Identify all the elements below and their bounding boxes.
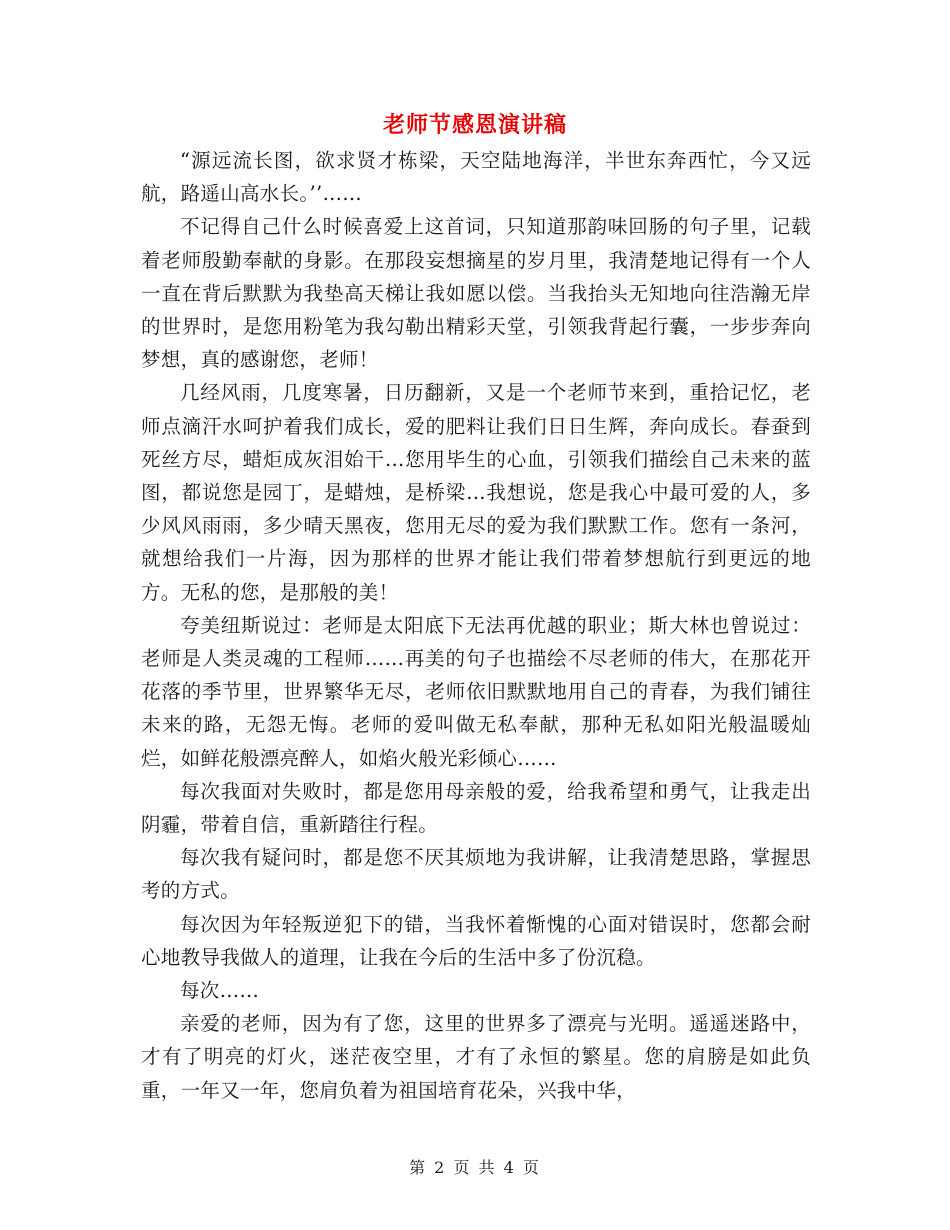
paragraph-9: 亲爱的老师，因为有了您，这里的世界多了漂亮与光明。遥遥迷路中，才有了明亮的灯火，迷茫夜空里，才有了永恒的繁星。您的肩膀是如此负重，一年又一年，您肩负着为祖国培育花朵，兴我中华，	[141, 1012, 811, 1102]
paragraph-5: 每次我面对失败时，都是您用母亲般的爱，给我希望和勇气，让我走出阴霾，带着自信，重新踏往行程。	[141, 779, 811, 837]
document-body	[141, 144, 811, 1107]
paragraph-3: 几经风雨，几度寒暑，日历翻新，又是一个老师节来到，重拾记忆，老师点滴汗水呵护着我们成长，爱的肥料让我们日日生辉，奔向成长。春蚕到死丝方尽，蜡炬成灰泪始干…您用毕生的心血，引领我们描绘自己未来的蓝图，都说您是园丁，是蜡烛，是桥梁…我想说，您是我心中最可爱的人，多少风风雨雨，多少晴天黑夜，您用无尽的爱为我们默默工作。您有一条河，就想给我们一片海，因为那样的世界才能让我们带着梦想航行到更远的地方。无私的您，是那般的美！	[141, 381, 811, 604]
page-number-footer: 第 2 页 共 4 页	[409, 1158, 541, 1177]
document-title: 老师节感恩演讲稿	[382, 113, 567, 138]
paragraph-1: “源远流长图，欲求贤才栋梁，天空陆地海洋，半世东奔西忙，今又远航，路遥山高水长。’’……	[141, 149, 811, 206]
paragraph-4: 夸美纽斯说过：老师是太阳底下无法再优越的职业；斯大林也曾说过：老师是人类灵魂的工程师……再美的句子也描绘不尽老师的伟大，在那花开花落的季节里，世界繁华无尽，老师依旧默默地用自己的青春，为我们铺往未来的路，无怨无悔。老师的爱叫做无私奉献，那种无私如阳光般温暖灿烂，如鲜花般漂亮醉人，如焰火般光彩倾心……	[141, 613, 811, 770]
paragraph-7: 每次因为年轻叛逆犯下的错，当我怀着惭愧的心面对错误时，您都会耐心地教导我做人的道理，让我在今后的生活中多了份沉稳。	[141, 912, 811, 969]
paragraph-6: 每次我有疑问时，都是您不厌其烦地为我讲解，让我清楚思路，掌握思考的方式。	[141, 846, 811, 903]
paragraph-8: 每次……	[180, 979, 260, 1003]
paragraph-2: 不记得自己什么时候喜爱上这首词，只知道那韵味回肠的句子里，记载着老师殷勤奉献的身影。在那段妄想摘星的岁月里，我清楚地记得有一个人一直在背后默默为我垫高天梯让我如愿以偿。当我抬头无知地向往浩瀚无岸的世界时，是您用粉笔为我勾勒出精彩天堂，引领我背起行囊，一步步奔向梦想，真的感谢您，老师！	[141, 215, 811, 372]
